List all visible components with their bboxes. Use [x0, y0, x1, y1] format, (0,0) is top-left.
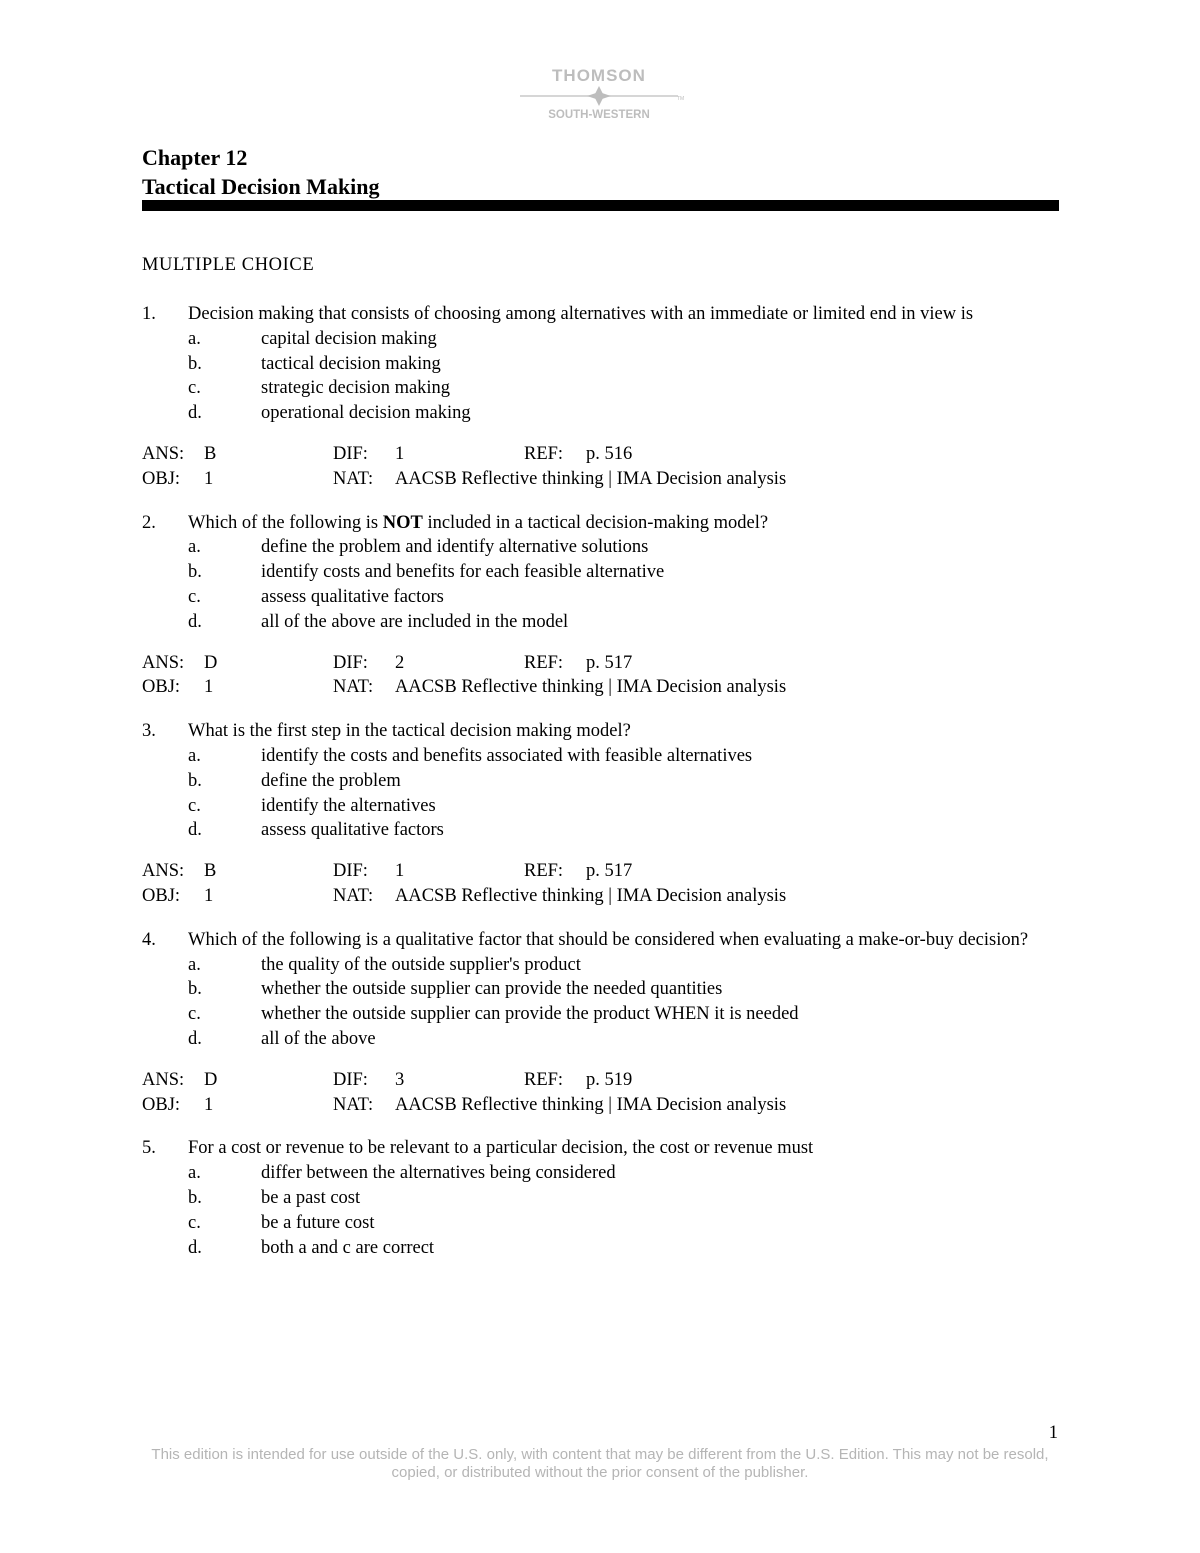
- option-text: the quality of the outside supplier's product: [261, 954, 581, 975]
- option-text: strategic decision making: [261, 378, 451, 399]
- option-text: tactical decision making: [261, 353, 441, 374]
- question-number: 4.: [142, 929, 156, 950]
- option-letter: b.: [188, 770, 202, 791]
- option-text: all of the above are included in the model: [261, 611, 569, 632]
- obj-label: OBJ:: [142, 1094, 181, 1115]
- obj-label: OBJ:: [142, 885, 181, 906]
- obj-value: 1: [204, 677, 214, 698]
- answer-metadata: [142, 859, 1059, 909]
- answer-options: [142, 327, 1059, 426]
- thomson-star-icon: [514, 64, 684, 122]
- option-letter: c.: [188, 586, 201, 607]
- option-text: identify the costs and benefits associated with feasible alternatives: [261, 745, 753, 766]
- answer-option: [188, 1027, 1059, 1052]
- option-letter: b.: [188, 353, 202, 374]
- title-rule: [142, 200, 1059, 211]
- obj-value: 1: [204, 1094, 214, 1115]
- answer-row: [142, 859, 1059, 884]
- ref-value: p. 519: [586, 1069, 633, 1090]
- option-letter: a.: [188, 1163, 201, 1184]
- question-list: [142, 302, 1059, 1279]
- question-text: [188, 928, 1059, 953]
- question-text: [188, 1136, 1059, 1161]
- question-item: [142, 511, 1059, 701]
- page-number: 1: [1048, 1423, 1058, 1443]
- logo-tm-text: TM: [677, 96, 684, 102]
- answer-row: [142, 442, 1059, 467]
- dif-label: DIF:: [333, 652, 368, 673]
- chapter-title: Tactical Decision Making: [142, 174, 380, 199]
- answer-option: [188, 1161, 1059, 1186]
- objective-row: [142, 1093, 1059, 1118]
- ans-label: ANS:: [142, 652, 185, 673]
- option-text: differ between the alternatives being considered: [261, 1163, 616, 1184]
- option-letter: d.: [188, 1237, 202, 1258]
- option-letter: d.: [188, 611, 202, 632]
- nat-label: NAT:: [333, 1094, 374, 1115]
- option-letter: c.: [188, 1212, 201, 1233]
- ans-value: B: [204, 443, 217, 464]
- ref-value: p. 517: [586, 861, 633, 882]
- option-letter: c.: [188, 378, 201, 399]
- answer-option: [188, 1186, 1059, 1211]
- answer-option: [188, 535, 1059, 560]
- nat-value: AACSB Reflective thinking | IMA Decision analysis: [395, 468, 787, 489]
- question-text-main: Decision making that consists of choosing among alternatives with an immediate or limited end in view is: [188, 304, 974, 324]
- question-item: [142, 302, 1059, 492]
- answer-option: [188, 744, 1059, 769]
- option-text: assess qualitative factors: [261, 586, 444, 607]
- ans-value: B: [204, 861, 217, 882]
- answer-options: [142, 535, 1059, 634]
- question-text-main: What is the first step in the tactical decision making model?: [188, 721, 631, 742]
- ans-value: D: [204, 1069, 218, 1090]
- question-text-main: Which of the following is: [188, 512, 383, 533]
- option-text: capital decision making: [261, 328, 437, 349]
- option-text: define the problem and identify alternative solutions: [261, 537, 649, 558]
- answer-options: [142, 744, 1059, 843]
- obj-label: OBJ:: [142, 468, 181, 489]
- question-number: 2.: [142, 512, 156, 533]
- option-text: all of the above: [261, 1028, 376, 1049]
- section-heading: MULTIPLE CHOICE: [142, 255, 315, 275]
- answer-option: [188, 585, 1059, 610]
- ref-value: p. 516: [586, 443, 633, 464]
- option-letter: a.: [188, 537, 201, 558]
- option-letter: a.: [188, 954, 201, 975]
- chapter-number: Chapter 12: [142, 145, 248, 170]
- dif-value: 3: [395, 1069, 405, 1090]
- ref-label: REF:: [524, 443, 564, 464]
- question-text-rest: included in a tactical decision-making model?: [422, 512, 769, 533]
- option-letter: d.: [188, 1028, 202, 1049]
- answer-option: [188, 794, 1059, 819]
- answer-option: [188, 769, 1059, 794]
- answer-metadata: [142, 651, 1059, 701]
- obj-value: 1: [204, 468, 214, 489]
- answer-option: [188, 1002, 1059, 1027]
- nat-label: NAT:: [333, 677, 374, 698]
- ans-value: D: [204, 652, 218, 673]
- question-text: [188, 302, 1059, 327]
- nat-value: AACSB Reflective thinking | IMA Decision analysis: [395, 885, 787, 906]
- nat-value: AACSB Reflective thinking | IMA Decision analysis: [395, 1094, 787, 1115]
- nat-label: NAT:: [333, 885, 374, 906]
- question-item: [142, 928, 1059, 1118]
- answer-option: [188, 327, 1059, 352]
- option-letter: c.: [188, 795, 201, 816]
- answer-row: [142, 651, 1059, 676]
- dif-value: 2: [395, 652, 405, 673]
- answer-option: [188, 1211, 1059, 1236]
- answer-option: [188, 401, 1059, 426]
- nat-label: NAT:: [333, 468, 374, 489]
- option-letter: a.: [188, 328, 201, 349]
- logo-bottom-text: SOUTH-WESTERN: [548, 109, 650, 121]
- option-text: define the problem: [261, 770, 401, 791]
- option-text: identify the alternatives: [261, 795, 436, 816]
- answer-option: [188, 953, 1059, 978]
- question-number: 3.: [142, 721, 156, 742]
- answer-options: [142, 953, 1059, 1052]
- answer-option: [188, 352, 1059, 377]
- question-text: [188, 511, 1059, 536]
- option-letter: a.: [188, 745, 201, 766]
- option-letter: d.: [188, 820, 202, 841]
- question-item: [142, 719, 1059, 909]
- option-text: identify costs and benefits for each feasible alternative: [261, 562, 665, 583]
- option-letter: b.: [188, 1187, 202, 1208]
- answer-row: [142, 1068, 1059, 1093]
- dif-value: 1: [395, 861, 405, 882]
- option-text: be a past cost: [261, 1187, 361, 1208]
- question-text-main: Which of the following is a qualitative factor that should be considered when evaluating a make-or-buy decision?: [188, 929, 1029, 950]
- ans-label: ANS:: [142, 1069, 185, 1090]
- answer-option: [188, 376, 1059, 401]
- ans-label: ANS:: [142, 443, 185, 464]
- question-item: [142, 1136, 1059, 1260]
- objective-row: [142, 675, 1059, 700]
- chapter-header: [142, 143, 380, 201]
- question-text-emphasis: NOT: [382, 512, 423, 533]
- logo-top-text: THOMSON: [552, 66, 646, 85]
- option-text: whether the outside supplier can provide the product WHEN it is needed: [261, 1004, 799, 1025]
- option-letter: b.: [188, 562, 202, 583]
- option-text: operational decision making: [261, 403, 471, 424]
- objective-row: [142, 884, 1059, 909]
- footer-note: This edition is intended for use outside of the U.S. only, with content that may be different from the U.S. Edition. This may not be resold, copied, or distributed without the prior consent of the publisher.: [151, 1446, 1049, 1481]
- answer-metadata: [142, 442, 1059, 492]
- answer-option: [188, 977, 1059, 1002]
- dif-value: 1: [395, 443, 405, 464]
- dif-label: DIF:: [333, 1069, 368, 1090]
- option-text: both a and c are correct: [261, 1237, 435, 1258]
- question-number: 5.: [142, 1138, 156, 1159]
- ans-label: ANS:: [142, 861, 185, 882]
- option-letter: b.: [188, 979, 202, 1000]
- dif-label: DIF:: [333, 861, 368, 882]
- ref-label: REF:: [524, 1069, 564, 1090]
- obj-label: OBJ:: [142, 677, 181, 698]
- ref-value: p. 517: [586, 652, 633, 673]
- option-letter: d.: [188, 403, 202, 424]
- ref-label: REF:: [524, 652, 564, 673]
- obj-value: 1: [204, 885, 214, 906]
- option-text: assess qualitative factors: [261, 820, 444, 841]
- option-text: whether the outside supplier can provide the needed quantities: [261, 979, 723, 1000]
- objective-row: [142, 467, 1059, 492]
- question-text: [188, 719, 1059, 744]
- ref-label: REF:: [524, 861, 564, 882]
- answer-option: [188, 610, 1059, 635]
- answer-option: [188, 818, 1059, 843]
- publisher-logo: [514, 64, 684, 122]
- answer-metadata: [142, 1068, 1059, 1118]
- answer-options: [142, 1161, 1059, 1260]
- answer-option: [188, 560, 1059, 585]
- answer-option: [188, 1236, 1059, 1261]
- option-text: be a future cost: [261, 1212, 375, 1233]
- nat-value: AACSB Reflective thinking | IMA Decision analysis: [395, 677, 787, 698]
- option-letter: c.: [188, 1004, 201, 1025]
- question-number: 1.: [142, 304, 156, 324]
- dif-label: DIF:: [333, 443, 368, 464]
- question-text-main: For a cost or revenue to be relevant to a particular decision, the cost or revenue must: [188, 1138, 814, 1159]
